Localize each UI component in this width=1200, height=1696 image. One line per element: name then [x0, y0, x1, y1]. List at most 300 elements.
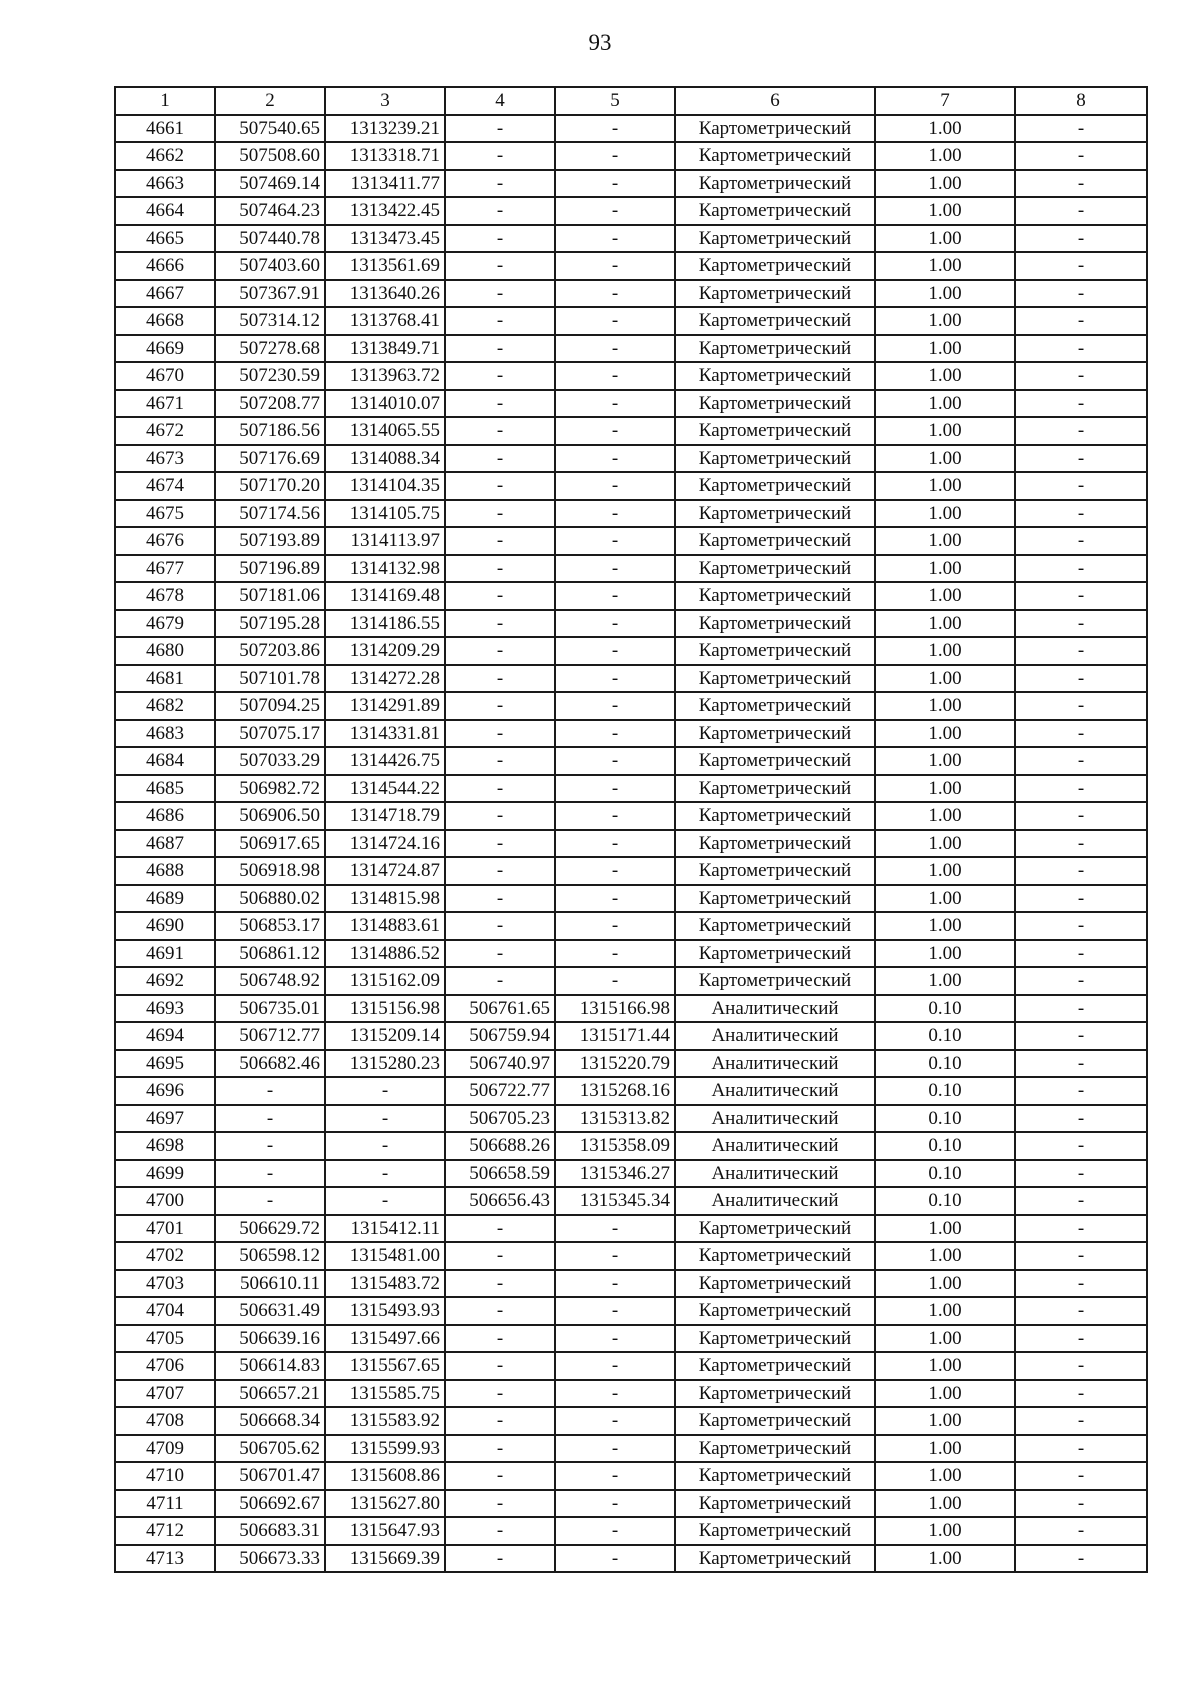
table-cell-col-5: -	[555, 1352, 675, 1380]
table-cell-col-6: Картометрический	[675, 1435, 875, 1463]
table-row	[115, 472, 1147, 500]
table-cell-col-3: 1313561.69	[325, 252, 445, 280]
table-cell-col-3: 1314886.52	[325, 940, 445, 968]
table-cell-col-7: 1.00	[875, 1435, 1015, 1463]
table-cell-col-8: -	[1015, 885, 1147, 913]
table-cell-col-4: 506656.43	[445, 1187, 555, 1215]
table-cell-col-6: Картометрический	[675, 1407, 875, 1435]
table-cell-col-3: 1315412.11	[325, 1215, 445, 1243]
table-cell-col-3: 1313640.26	[325, 280, 445, 308]
table-row	[115, 912, 1147, 940]
table-cell-col-3: 1315209.14	[325, 1022, 445, 1050]
table-cell-col-7: 1.00	[875, 445, 1015, 473]
table-cell-col-3: 1315493.93	[325, 1297, 445, 1325]
table-cell-col-7: 1.00	[875, 802, 1015, 830]
table-cell-col-3: 1315481.00	[325, 1242, 445, 1270]
table-row	[115, 1132, 1147, 1160]
table-cell-col-7: 1.00	[875, 472, 1015, 500]
table-cell-col-6: Картометрический	[675, 555, 875, 583]
table-cell-col-7: 0.10	[875, 1160, 1015, 1188]
table-cell-col-5: -	[555, 472, 675, 500]
table-cell-col-4: -	[445, 692, 555, 720]
table-cell-col-7: 1.00	[875, 582, 1015, 610]
table-cell-col-2: 506917.65	[215, 830, 325, 858]
table-cell-col-2: 506701.47	[215, 1462, 325, 1490]
table-cell-col-1: 4683	[115, 720, 215, 748]
table-cell-col-3: 1313318.71	[325, 142, 445, 170]
table-cell-col-2: -	[215, 1077, 325, 1105]
table-cell-col-3: -	[325, 1187, 445, 1215]
table-cell-col-8: -	[1015, 1545, 1147, 1573]
table-cell-col-5: -	[555, 1407, 675, 1435]
table-cell-col-7: 1.00	[875, 1490, 1015, 1518]
table-row	[115, 830, 1147, 858]
table-cell-col-5: -	[555, 610, 675, 638]
table-cell-col-1: 4685	[115, 775, 215, 803]
table-cell-col-3: 1314426.75	[325, 747, 445, 775]
table-cell-col-4: -	[445, 582, 555, 610]
table-cell-col-2: 506629.72	[215, 1215, 325, 1243]
table-cell-col-5: -	[555, 1325, 675, 1353]
table-cell-col-8: -	[1015, 170, 1147, 198]
table-row	[115, 1270, 1147, 1298]
table-cell-col-7: 1.00	[875, 885, 1015, 913]
table-cell-col-2: 506982.72	[215, 775, 325, 803]
table-cell-col-4: -	[445, 1380, 555, 1408]
column-header-1: 1	[115, 87, 215, 115]
table-cell-col-5: -	[555, 1517, 675, 1545]
table-cell-col-3: 1313963.72	[325, 362, 445, 390]
table-cell-col-5: -	[555, 1215, 675, 1243]
table-cell-col-8: -	[1015, 472, 1147, 500]
table-cell-col-4: -	[445, 1352, 555, 1380]
table-cell-col-4: -	[445, 197, 555, 225]
table-cell-col-8: -	[1015, 720, 1147, 748]
table-cell-col-7: 1.00	[875, 967, 1015, 995]
table-row	[115, 1490, 1147, 1518]
table-row	[115, 637, 1147, 665]
table-cell-col-5: -	[555, 912, 675, 940]
table-cell-col-1: 4703	[115, 1270, 215, 1298]
table-cell-col-5: -	[555, 747, 675, 775]
table-cell-col-7: 1.00	[875, 637, 1015, 665]
table-cell-col-2: 506631.49	[215, 1297, 325, 1325]
table-cell-col-3: -	[325, 1132, 445, 1160]
table-cell-col-2: 506668.34	[215, 1407, 325, 1435]
table-cell-col-4: -	[445, 472, 555, 500]
table-cell-col-7: 1.00	[875, 1462, 1015, 1490]
table-cell-col-6: Аналитический	[675, 1077, 875, 1105]
header-row	[115, 87, 1147, 115]
table-cell-col-7: 1.00	[875, 307, 1015, 335]
table-cell-col-2: 507094.25	[215, 692, 325, 720]
table-cell-col-5: -	[555, 335, 675, 363]
table-cell-col-6: Картометрический	[675, 362, 875, 390]
table-cell-col-1: 4704	[115, 1297, 215, 1325]
table-cell-col-1: 4672	[115, 417, 215, 445]
table-cell-col-5: -	[555, 692, 675, 720]
table-row	[115, 170, 1147, 198]
table-row	[115, 1380, 1147, 1408]
table-cell-col-2: 506735.01	[215, 995, 325, 1023]
table-row	[115, 610, 1147, 638]
table-cell-col-2: 506906.50	[215, 802, 325, 830]
table-cell-col-5: -	[555, 967, 675, 995]
table-cell-col-4: -	[445, 967, 555, 995]
table-row	[115, 225, 1147, 253]
table-cell-col-3: 1315497.66	[325, 1325, 445, 1353]
table-cell-col-8: -	[1015, 582, 1147, 610]
table-cell-col-7: 1.00	[875, 362, 1015, 390]
table-cell-col-4: -	[445, 1407, 555, 1435]
table-cell-col-6: Картометрический	[675, 1352, 875, 1380]
table-cell-col-1: 4662	[115, 142, 215, 170]
table-cell-col-8: -	[1015, 225, 1147, 253]
table-cell-col-2: 507540.65	[215, 115, 325, 143]
table-cell-col-4: -	[445, 610, 555, 638]
table-cell-col-7: 1.00	[875, 1215, 1015, 1243]
table-cell-col-2: 507186.56	[215, 417, 325, 445]
table-cell-col-7: 1.00	[875, 280, 1015, 308]
table-cell-col-1: 4701	[115, 1215, 215, 1243]
table-cell-col-6: Картометрический	[675, 692, 875, 720]
table-cell-col-4: -	[445, 775, 555, 803]
table-cell-col-6: Картометрический	[675, 775, 875, 803]
column-header-2: 2	[215, 87, 325, 115]
table-cell-col-4: -	[445, 1215, 555, 1243]
table-row	[115, 1297, 1147, 1325]
table-cell-col-7: 1.00	[875, 1242, 1015, 1270]
table-cell-col-2: -	[215, 1187, 325, 1215]
table-row	[115, 197, 1147, 225]
table-cell-col-2: 506918.98	[215, 857, 325, 885]
table-cell-col-3: 1314724.87	[325, 857, 445, 885]
table-cell-col-5: -	[555, 802, 675, 830]
table-row	[115, 115, 1147, 143]
table-cell-col-5: -	[555, 500, 675, 528]
table-cell-col-6: Картометрический	[675, 390, 875, 418]
table-row	[115, 335, 1147, 363]
table-cell-col-1: 4663	[115, 170, 215, 198]
table-cell-col-8: -	[1015, 775, 1147, 803]
table-row	[115, 527, 1147, 555]
table-cell-col-4: -	[445, 1517, 555, 1545]
table-cell-col-8: -	[1015, 995, 1147, 1023]
table-cell-col-2: 506712.77	[215, 1022, 325, 1050]
table-cell-col-1: 4712	[115, 1517, 215, 1545]
table-cell-col-5: 1315171.44	[555, 1022, 675, 1050]
table-cell-col-7: 1.00	[875, 747, 1015, 775]
table-row	[115, 940, 1147, 968]
table-row	[115, 555, 1147, 583]
table-cell-col-5: 1315345.34	[555, 1187, 675, 1215]
table-cell-col-1: 4681	[115, 665, 215, 693]
table-row	[115, 1160, 1147, 1188]
table-cell-col-6: Картометрический	[675, 280, 875, 308]
table-row	[115, 692, 1147, 720]
table-cell-col-3: -	[325, 1105, 445, 1133]
table-row	[115, 720, 1147, 748]
table-cell-col-6: Аналитический	[675, 1187, 875, 1215]
table-cell-col-3: 1315585.75	[325, 1380, 445, 1408]
table-cell-col-3: 1314724.16	[325, 830, 445, 858]
table-cell-col-1: 4687	[115, 830, 215, 858]
table-cell-col-7: 1.00	[875, 1352, 1015, 1380]
table-cell-col-8: -	[1015, 802, 1147, 830]
table-cell-col-8: -	[1015, 335, 1147, 363]
table-cell-col-7: 0.10	[875, 1132, 1015, 1160]
table-cell-col-1: 4705	[115, 1325, 215, 1353]
table-row	[115, 995, 1147, 1023]
table-cell-col-1: 4674	[115, 472, 215, 500]
table-cell-col-5: -	[555, 857, 675, 885]
table-cell-col-4: -	[445, 1462, 555, 1490]
table-cell-col-5: -	[555, 1242, 675, 1270]
table-cell-col-6: Картометрический	[675, 885, 875, 913]
table-cell-col-6: Картометрический	[675, 967, 875, 995]
table-cell-col-5: -	[555, 1545, 675, 1573]
table-cell-col-2: 507195.28	[215, 610, 325, 638]
table-row	[115, 1105, 1147, 1133]
table-cell-col-3: 1314169.48	[325, 582, 445, 610]
table-cell-col-1: 4694	[115, 1022, 215, 1050]
table-cell-col-8: -	[1015, 197, 1147, 225]
table-cell-col-8: -	[1015, 940, 1147, 968]
table-cell-col-5: -	[555, 527, 675, 555]
table-cell-col-1: 4690	[115, 912, 215, 940]
table-cell-col-2: 507193.89	[215, 527, 325, 555]
table-cell-col-6: Картометрический	[675, 472, 875, 500]
table-cell-col-3: 1314186.55	[325, 610, 445, 638]
table-cell-col-4: 506688.26	[445, 1132, 555, 1160]
table-cell-col-8: -	[1015, 1270, 1147, 1298]
table-cell-col-2: 507203.86	[215, 637, 325, 665]
table-cell-col-5: -	[555, 885, 675, 913]
table-row	[115, 1215, 1147, 1243]
table-cell-col-6: Картометрический	[675, 1297, 875, 1325]
table-cell-col-3: 1314815.98	[325, 885, 445, 913]
table-row	[115, 500, 1147, 528]
coordinates-table	[114, 86, 1148, 1573]
table-cell-col-5: -	[555, 225, 675, 253]
table-cell-col-5: 1315313.82	[555, 1105, 675, 1133]
table-cell-col-7: 1.00	[875, 335, 1015, 363]
table-row	[115, 142, 1147, 170]
table-cell-col-5: -	[555, 362, 675, 390]
table-cell-col-8: -	[1015, 1215, 1147, 1243]
table-cell-col-5: -	[555, 390, 675, 418]
table-cell-col-1: 4699	[115, 1160, 215, 1188]
table-cell-col-8: -	[1015, 1325, 1147, 1353]
table-cell-col-4: -	[445, 142, 555, 170]
table-cell-col-8: -	[1015, 280, 1147, 308]
table-cell-col-7: 1.00	[875, 170, 1015, 198]
table-row	[115, 1407, 1147, 1435]
table-cell-col-4: -	[445, 170, 555, 198]
table-cell-col-7: 1.00	[875, 500, 1015, 528]
table-cell-col-7: 1.00	[875, 720, 1015, 748]
table-cell-col-3: 1315627.80	[325, 1490, 445, 1518]
table-cell-col-8: -	[1015, 362, 1147, 390]
table-cell-col-4: 506740.97	[445, 1050, 555, 1078]
table-cell-col-1: 4671	[115, 390, 215, 418]
table-row	[115, 1325, 1147, 1353]
table-cell-col-7: 1.00	[875, 1517, 1015, 1545]
table-cell-col-7: 1.00	[875, 1407, 1015, 1435]
table-cell-col-2: 507403.60	[215, 252, 325, 280]
table-cell-col-8: -	[1015, 555, 1147, 583]
table-cell-col-8: -	[1015, 665, 1147, 693]
table-cell-col-4: -	[445, 445, 555, 473]
table-row	[115, 445, 1147, 473]
table-cell-col-8: -	[1015, 1490, 1147, 1518]
table-cell-col-2: 506861.12	[215, 940, 325, 968]
table-cell-col-6: Картометрический	[675, 142, 875, 170]
table-cell-col-1: 4710	[115, 1462, 215, 1490]
table-cell-col-3: 1314209.29	[325, 637, 445, 665]
table-cell-col-7: 1.00	[875, 417, 1015, 445]
table-row	[115, 1050, 1147, 1078]
table-cell-col-4: -	[445, 225, 555, 253]
table-cell-col-4: -	[445, 885, 555, 913]
table-cell-col-1: 4669	[115, 335, 215, 363]
table-row	[115, 1022, 1147, 1050]
table-cell-col-1: 4688	[115, 857, 215, 885]
table-cell-col-1: 4675	[115, 500, 215, 528]
table-row	[115, 1242, 1147, 1270]
table-cell-col-8: -	[1015, 1160, 1147, 1188]
table-cell-col-6: Картометрический	[675, 335, 875, 363]
table-cell-col-5: -	[555, 142, 675, 170]
table-cell-col-2: 506853.17	[215, 912, 325, 940]
table-cell-col-6: Картометрический	[675, 115, 875, 143]
table-cell-col-6: Картометрический	[675, 747, 875, 775]
table-cell-col-1: 4677	[115, 555, 215, 583]
table-cell-col-2: 507314.12	[215, 307, 325, 335]
table-row	[115, 390, 1147, 418]
table-cell-col-1: 4676	[115, 527, 215, 555]
table-cell-col-1: 4668	[115, 307, 215, 335]
table-cell-col-5: -	[555, 252, 675, 280]
table-cell-col-8: -	[1015, 390, 1147, 418]
table-cell-col-4: -	[445, 1545, 555, 1573]
table-cell-col-8: -	[1015, 1105, 1147, 1133]
table-cell-col-2: 507101.78	[215, 665, 325, 693]
table-cell-col-7: 0.10	[875, 1022, 1015, 1050]
table-cell-col-3: 1314331.81	[325, 720, 445, 748]
table-cell-col-6: Картометрический	[675, 610, 875, 638]
table-cell-col-5: -	[555, 1270, 675, 1298]
table-cell-col-3: 1315599.93	[325, 1435, 445, 1463]
table-cell-col-7: 1.00	[875, 1380, 1015, 1408]
table-cell-col-1: 4700	[115, 1187, 215, 1215]
table-cell-col-3: 1315647.93	[325, 1517, 445, 1545]
table-cell-col-1: 4664	[115, 197, 215, 225]
table-cell-col-5: -	[555, 445, 675, 473]
table-cell-col-3: 1314883.61	[325, 912, 445, 940]
table-cell-col-4: -	[445, 665, 555, 693]
table-cell-col-5: -	[555, 830, 675, 858]
table-cell-col-6: Картометрический	[675, 912, 875, 940]
table-cell-col-1: 4680	[115, 637, 215, 665]
table-cell-col-5: -	[555, 775, 675, 803]
table-cell-col-6: Картометрический	[675, 197, 875, 225]
table-cell-col-8: -	[1015, 417, 1147, 445]
table-cell-col-3: 1314291.89	[325, 692, 445, 720]
table-row	[115, 1187, 1147, 1215]
table-cell-col-3: 1314104.35	[325, 472, 445, 500]
table-cell-col-1: 4695	[115, 1050, 215, 1078]
table-cell-col-1: 4661	[115, 115, 215, 143]
table-cell-col-3: 1314544.22	[325, 775, 445, 803]
table-cell-col-2: 506610.11	[215, 1270, 325, 1298]
table-cell-col-7: 1.00	[875, 1325, 1015, 1353]
table-cell-col-7: 1.00	[875, 555, 1015, 583]
table-cell-col-3: 1315608.86	[325, 1462, 445, 1490]
table-cell-col-6: Картометрический	[675, 307, 875, 335]
table-cell-col-8: -	[1015, 252, 1147, 280]
table-cell-col-8: -	[1015, 1352, 1147, 1380]
table-cell-col-8: -	[1015, 1132, 1147, 1160]
table-cell-col-6: Картометрический	[675, 582, 875, 610]
table-cell-col-5: -	[555, 280, 675, 308]
table-cell-col-1: 4698	[115, 1132, 215, 1160]
table-cell-col-5: -	[555, 1462, 675, 1490]
table-cell-col-6: Картометрический	[675, 802, 875, 830]
table-cell-col-8: -	[1015, 1187, 1147, 1215]
table-cell-col-6: Аналитический	[675, 1022, 875, 1050]
table-cell-col-3: 1313411.77	[325, 170, 445, 198]
table-cell-col-4: -	[445, 115, 555, 143]
table-cell-col-2: 507440.78	[215, 225, 325, 253]
table-cell-col-3: 1315483.72	[325, 1270, 445, 1298]
table-cell-col-4: -	[445, 912, 555, 940]
table-cell-col-7: 1.00	[875, 665, 1015, 693]
table-cell-col-8: -	[1015, 1435, 1147, 1463]
table-cell-col-4: 506705.23	[445, 1105, 555, 1133]
table-cell-col-3: 1313239.21	[325, 115, 445, 143]
column-header-3: 3	[325, 87, 445, 115]
table-cell-col-3: 1314718.79	[325, 802, 445, 830]
table-cell-col-8: -	[1015, 1297, 1147, 1325]
table-cell-col-4: -	[445, 280, 555, 308]
table-cell-col-8: -	[1015, 1517, 1147, 1545]
table-cell-col-6: Картометрический	[675, 637, 875, 665]
table-cell-col-4: -	[445, 830, 555, 858]
table-cell-col-2: 507508.60	[215, 142, 325, 170]
table-cell-col-8: -	[1015, 500, 1147, 528]
table-cell-col-5: -	[555, 170, 675, 198]
table-row	[115, 252, 1147, 280]
table-cell-col-8: -	[1015, 1022, 1147, 1050]
table-row	[115, 307, 1147, 335]
table-cell-col-3: 1315669.39	[325, 1545, 445, 1573]
table-cell-col-4: -	[445, 1297, 555, 1325]
table-cell-col-6: Картометрический	[675, 1545, 875, 1573]
table-cell-col-4: 506761.65	[445, 995, 555, 1023]
table-cell-col-8: -	[1015, 1242, 1147, 1270]
table-cell-col-6: Картометрический	[675, 527, 875, 555]
table-cell-col-5: -	[555, 1490, 675, 1518]
table-cell-col-6: Картометрический	[675, 252, 875, 280]
table-cell-col-4: -	[445, 555, 555, 583]
table-cell-col-3: 1313473.45	[325, 225, 445, 253]
table-cell-col-2: -	[215, 1132, 325, 1160]
table-cell-col-3: 1314065.55	[325, 417, 445, 445]
table-cell-col-8: -	[1015, 692, 1147, 720]
table-cell-col-1: 4711	[115, 1490, 215, 1518]
table-cell-col-7: 1.00	[875, 940, 1015, 968]
